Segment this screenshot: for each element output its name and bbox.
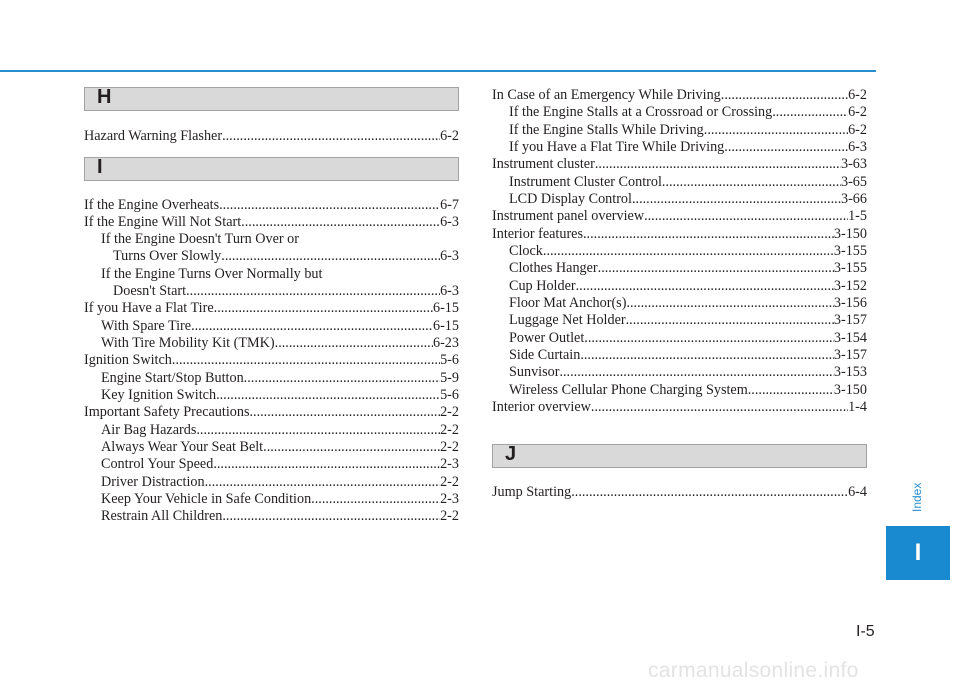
index-section-label: Index [910, 482, 924, 512]
index-subentry[interactable]: Luggage Net Holder ..... 3-157 [509, 310, 867, 330]
index-entry[interactable]: If you Have a Flat Tire ..... 6-15 [84, 298, 459, 318]
index-subentry[interactable]: Turns Over Slowly ..... 6-3 [113, 246, 459, 266]
index-subentry[interactable]: If you Have a Flat Tire While Driving ..... 6-3 [509, 137, 867, 157]
index-subentry[interactable]: Doesn't Start ..... 6-3 [113, 281, 459, 301]
index-subentry[interactable]: If the Engine Stalls While Driving ..... 6-2 [509, 120, 867, 140]
section-header-i: I [84, 157, 459, 181]
section-header-j: J [492, 444, 867, 468]
index-subentry[interactable]: Restrain All Children ..... 2-2 [101, 506, 459, 526]
index-subentry[interactable]: Clothes Hanger ..... 3-155 [509, 258, 867, 278]
index-subentry[interactable]: Key Ignition Switch ..... 5-6 [101, 385, 459, 405]
index-entry[interactable]: If the Engine Overheats ..... 6-7 [84, 195, 459, 215]
index-subentry[interactable]: Engine Start/Stop Button ..... 5-9 [101, 368, 459, 388]
top-rule [0, 70, 876, 72]
index-subentry[interactable]: Wireless Cellular Phone Charging System ..... 3-150 [509, 380, 867, 400]
index-entry[interactable]: Ignition Switch ..... 5-6 [84, 350, 459, 370]
index-entry[interactable]: Interior features ..... 3-150 [492, 224, 867, 244]
index-subentry[interactable]: Sunvisor ..... 3-153 [509, 362, 867, 382]
index-subentry[interactable]: Driver Distraction ..... 2-2 [101, 472, 459, 492]
index-entry[interactable]: Instrument cluster ..... 3-63 [492, 154, 867, 174]
index-entry[interactable]: Jump Starting ..... 6-4 [492, 482, 867, 502]
section-header-h: H [84, 87, 459, 111]
index-subentry[interactable]: Keep Your Vehicle in Safe Condition ..... 2-3 [101, 489, 459, 509]
index-entry[interactable]: Hazard Warning Flasher ..... 6-2 [84, 126, 459, 146]
index-subentry[interactable]: Air Bag Hazards ..... 2-2 [101, 420, 459, 440]
index-subentry[interactable]: LCD Display Control ..... 3-66 [509, 189, 867, 209]
index-entry[interactable]: In Case of an Emergency While Driving ..... 6-2 [492, 85, 867, 105]
index-subentry[interactable]: Side Curtain ..... 3-157 [509, 345, 867, 365]
index-entry[interactable]: If the Engine Will Not Start ..... 6-3 [84, 212, 459, 232]
index-subentry-label: If the Engine Turns Over Normally but [101, 266, 323, 282]
index-subentry[interactable]: With Tire Mobility Kit (TMK) ..... 6-23 [101, 333, 459, 353]
index-subentry[interactable]: Cup Holder ..... 3-152 [509, 276, 867, 296]
index-subentry[interactable]: Power Outlet ..... 3-154 [509, 328, 867, 348]
index-subentry-label: If the Engine Doesn't Turn Over or [101, 231, 300, 247]
index-subentry[interactable]: Instrument Cluster Control ..... 3-65 [509, 172, 867, 192]
index-subentry[interactable]: Floor Mat Anchor(s) ..... 3-156 [509, 293, 867, 313]
page-number: I-5 [856, 623, 875, 640]
index-subentry[interactable]: Control Your Speed ..... 2-3 [101, 454, 459, 474]
index-entry[interactable]: Interior overview ..... 1-4 [492, 397, 867, 417]
chapter-tab[interactable]: I [886, 526, 950, 580]
index-entry[interactable]: Important Safety Precautions ..... 2-2 [84, 402, 459, 422]
watermark: carmanualsonline.info [648, 659, 859, 682]
index-subentry[interactable]: Clock ..... 3-155 [509, 241, 867, 261]
index-entry[interactable]: Instrument panel overview ..... 1-5 [492, 206, 867, 226]
index-subentry[interactable]: If the Engine Stalls at a Crossroad or Crossing ..... 6-2 [509, 102, 867, 122]
index-subentry[interactable]: Always Wear Your Seat Belt ..... 2-2 [101, 437, 459, 457]
index-subentry[interactable]: With Spare Tire ..... 6-15 [101, 316, 459, 336]
